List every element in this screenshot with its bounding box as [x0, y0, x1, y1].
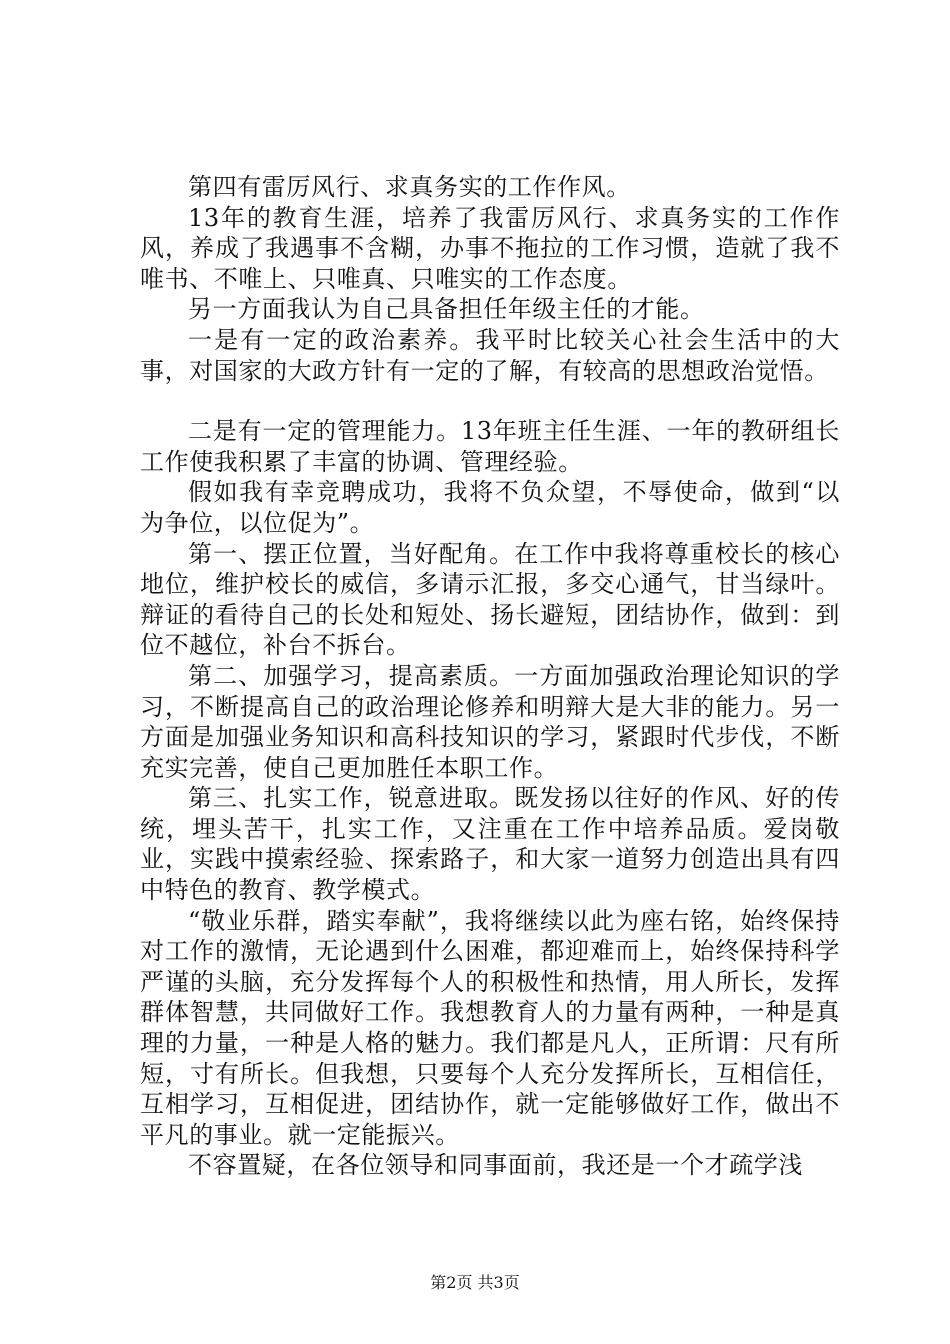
paragraph-management-ability: 二是有一定的管理能力。13年班主任生涯、一年的教研组长工作使我积累了丰富的协调、管理经验。: [140, 417, 840, 476]
paragraph-point-one: 第一、摆正位置，当好配角。在工作中我将尊重校长的核心地位，维护校长的威信，多请示汇报，多交心通气，甘当绿叶。辩证的看待自己的长处和短处、扬长避短，团结协作，做到：到位不越位，补台不拆台。: [140, 539, 840, 660]
paragraph-political-quality: 一是有一定的政治素养。我平时比较关心社会生活中的大事，对国家的大政方针有一定的了解，有较高的思想政治觉悟。: [140, 325, 840, 385]
paragraph-ability-intro: 另一方面我认为自己具备担任年级主任的才能。: [188, 295, 705, 324]
paragraph-point-two: 第二、加强学习，提高素质。一方面加强政治理论知识的学习，不断提高自己的政治理论修养和明辩大是大非的能力。另一方面是加强业务知识和高科技知识的学习，紧跟时代步伐，不断充实完善，使自己更加胜任本职工作。: [140, 661, 840, 782]
paragraph-commitment: 假如我有幸竞聘成功，我将不负众望，不辱使命，做到“以为争位，以位促为”。: [140, 478, 840, 537]
document-body: [140, 172, 840, 1181]
page-number-footer: 第2页 共3页: [430, 1273, 520, 1292]
paragraph-point-three: 第三、扎实工作，锐意进取。既发扬以往好的作风、好的传统，埋头苦干，扎实工作，又注重在工作中培养品质。爱岗敬业，实践中摸索经验、探索路子，和大家一道努力创造出具有四中特色的教育、教学模式。: [140, 784, 840, 905]
paragraph-work-style-heading: 第四有雷厉风行、求真务实的工作作风。: [188, 173, 631, 201]
paragraph-work-style-detail: 13年的教育生涯，培养了我雷厉风行、求真务实的工作作风，养成了我遇事不含糊，办事不拖拉的工作习惯，造就了我不唯书、不唯上、只唯真、只唯实的工作态度。: [140, 203, 840, 293]
paragraph-motto: “敬业乐群，踏实奉献”，我将继续以此为座右铭，始终保持对工作的激情，无论遇到什么困难，都迎难而上，始终保持科学严谨的头脑，充分发挥每个人的积极性和热情，用人所长，发挥群体智慧，共同做好工作。我想教育人的力量有两种，一种是真理的力量，一种是人格的魅力。我们都是凡人，正所谓：尺有所短，寸有所长。但我想，只要每个人充分发挥所长，互相信任，互相学习，互相促进，团结协作，就一定能够做好工作，做出不平凡的事业。就一定能振兴。: [140, 906, 840, 1149]
paragraph-closing-fragment: 不容置疑，在各位领导和同事面前，我还是一个才疏学浅: [188, 1151, 803, 1180]
